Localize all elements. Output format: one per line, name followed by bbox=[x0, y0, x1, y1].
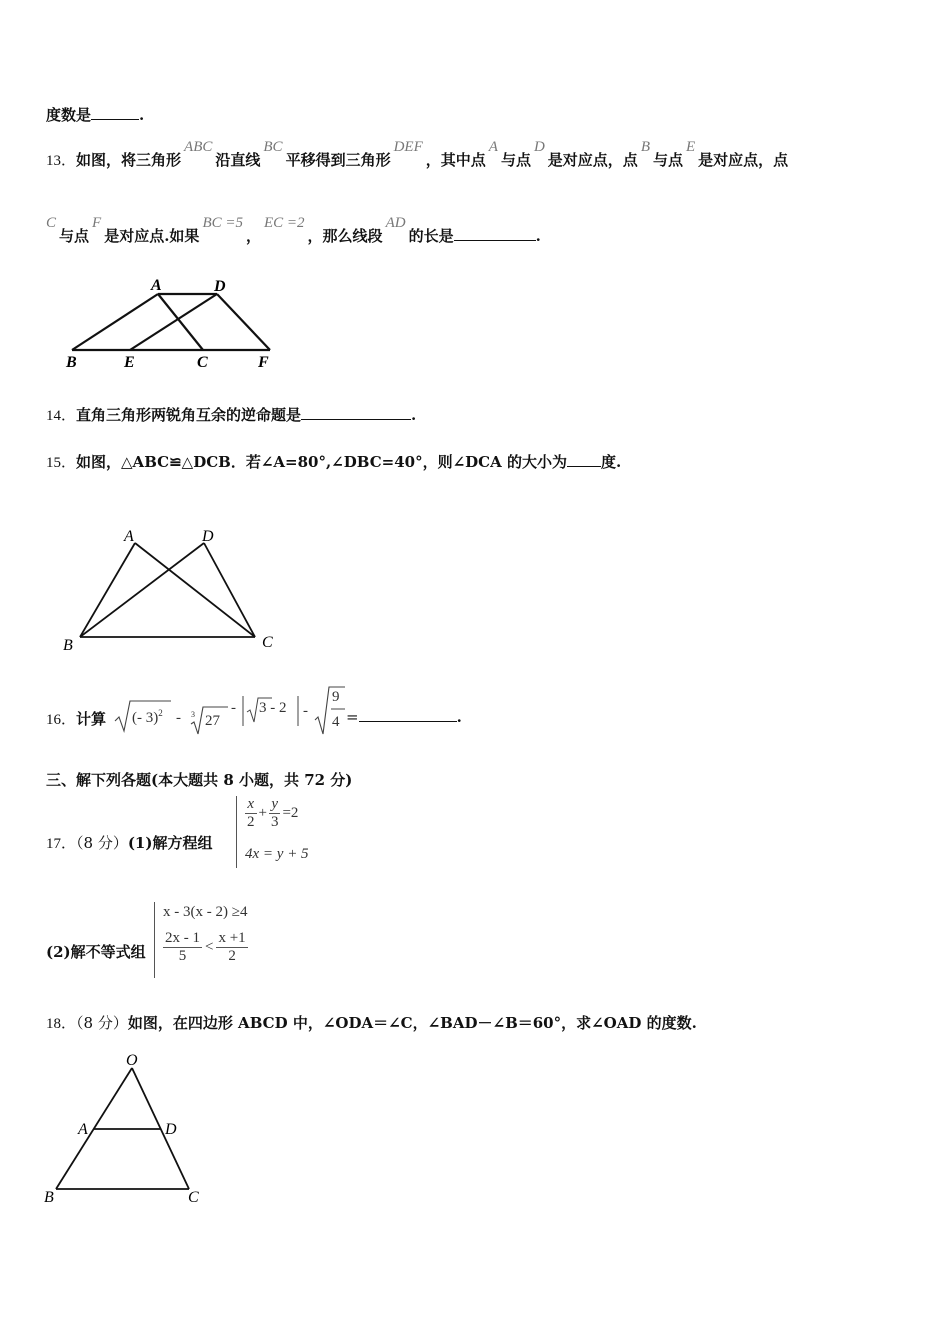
q13-text-12: 的长是 bbox=[408, 227, 454, 245]
q15-seg-db bbox=[80, 543, 204, 637]
q13-math-c: C bbox=[46, 215, 57, 231]
q14-text: 直角三角形两锐角互余的逆命题是 bbox=[76, 406, 302, 424]
q13-seg-df bbox=[217, 294, 270, 350]
q18-label-a: A bbox=[78, 1121, 88, 1138]
q13-math-ec-eq: EC =2 bbox=[264, 215, 305, 231]
q15-tail: 度. bbox=[600, 453, 622, 471]
q13-math-a: A bbox=[488, 139, 498, 155]
q17-eq1-plus: + bbox=[258, 805, 267, 821]
q13-line-1 bbox=[46, 139, 789, 170]
q14-end: . bbox=[411, 406, 417, 424]
q13-text-9: 与点 bbox=[59, 227, 90, 245]
q14 bbox=[46, 404, 416, 425]
q18-label-o: O bbox=[126, 1052, 138, 1069]
q13-math-def: DEF bbox=[393, 139, 423, 155]
q13-text-5: 与点 bbox=[500, 151, 531, 169]
q16-eq: = bbox=[346, 708, 359, 726]
q14-number: 14． bbox=[46, 408, 77, 424]
q17-number: 17． bbox=[46, 836, 77, 852]
q13-math-abc: ABC bbox=[184, 139, 213, 155]
q18-text: 如图，在四边形 ABCD 中，∠ODA＝∠C，∠BAD－∠B＝60°，求∠OAD 的度数. bbox=[127, 1014, 697, 1032]
q18-score: （8 分） bbox=[76, 1014, 128, 1032]
q16-cube-index: 3 bbox=[191, 710, 195, 719]
q13-number: 13． bbox=[46, 153, 77, 169]
q16-minus-1: - bbox=[176, 710, 181, 726]
q18 bbox=[46, 1012, 697, 1033]
q16-sqrt1-inner bbox=[132, 708, 163, 727]
q16-frac-n: 9 bbox=[332, 689, 340, 705]
q16-rad2: 27 bbox=[205, 713, 220, 729]
q13-label-c: C bbox=[197, 354, 208, 371]
q18-figure bbox=[40, 1050, 210, 1208]
q16-end: . bbox=[456, 708, 462, 726]
q13-label-a: A bbox=[151, 277, 162, 294]
q13-label-f: F bbox=[258, 354, 269, 371]
q17-eq1-a-den: 2 bbox=[247, 814, 255, 830]
q15-figure bbox=[58, 522, 288, 658]
q13-text-3: 平移得到三角形 bbox=[285, 151, 391, 169]
q17-ineq2-b-den: 2 bbox=[228, 948, 236, 964]
q16 bbox=[46, 708, 106, 729]
q15-answer-blank[interactable] bbox=[567, 466, 601, 467]
q13-math-e: E bbox=[686, 139, 696, 155]
q17-eq1-b-num: y bbox=[269, 796, 281, 814]
q15-seg-ab bbox=[80, 543, 135, 637]
q13-text-2: 沿直线 bbox=[215, 151, 261, 169]
q13-math-bc-eq: BC =5 bbox=[202, 215, 243, 231]
q17-eq1-a-num: x bbox=[245, 796, 257, 814]
q12-tail-end: . bbox=[139, 106, 145, 124]
q13-text-10: 是对应点.如果 bbox=[104, 227, 200, 245]
q16-frac-d: 4 bbox=[332, 714, 340, 730]
q15 bbox=[46, 451, 621, 472]
q17-ineq2-a-num: 2x - 1 bbox=[165, 930, 200, 946]
q16-abs-inner: 3 - 2 bbox=[259, 700, 287, 716]
q13-math-d: D bbox=[533, 139, 545, 155]
q17-part1: (1)解方程组 bbox=[127, 834, 213, 852]
q17-eq2: 4x = y + 5 bbox=[245, 846, 309, 862]
section-3-title: 三、解下列各题(本大题共 8 小题，共 72 分) bbox=[46, 771, 353, 789]
q13-math-bc: BC bbox=[263, 139, 283, 155]
q13-answer-blank[interactable] bbox=[454, 240, 536, 241]
q17-eq1-frac-a bbox=[245, 796, 257, 831]
q16-rad1: (- 3) bbox=[132, 710, 159, 726]
q13-seg-de bbox=[130, 294, 217, 350]
q17-ineq1: x - 3(x - 2) ≥4 bbox=[163, 904, 248, 920]
q12-tail bbox=[46, 104, 144, 125]
q15-label-a: A bbox=[124, 528, 134, 545]
q18-number: 18． bbox=[46, 1016, 77, 1032]
q13-figure bbox=[60, 272, 290, 372]
q13-line-2 bbox=[46, 215, 541, 246]
q17-eq1 bbox=[245, 796, 298, 831]
q13-text-11: ，那么线段 bbox=[307, 227, 383, 245]
q13-math-f: F bbox=[92, 215, 102, 231]
q16-sqrt2-sign bbox=[313, 684, 347, 736]
q13-label-d: D bbox=[214, 278, 226, 295]
q17-eq1-rhs: =2 bbox=[282, 805, 299, 821]
q13-label-e: E bbox=[124, 354, 135, 371]
q18-label-b: B bbox=[44, 1189, 54, 1206]
q13-seg-ab bbox=[72, 294, 158, 350]
q14-answer-blank[interactable] bbox=[301, 419, 411, 420]
q12-answer-blank[interactable] bbox=[91, 119, 139, 120]
q13-text-6: 是对应点，点 bbox=[547, 151, 638, 169]
q18-label-c: C bbox=[188, 1189, 199, 1206]
q13-seg-ac bbox=[158, 294, 203, 350]
q17-ineq2-b-num: x +1 bbox=[218, 930, 246, 946]
q16-minus-2: - bbox=[231, 700, 236, 716]
q17-system-2 bbox=[154, 902, 248, 978]
q15-label-d: D bbox=[202, 528, 214, 545]
q15-label-b: B bbox=[63, 637, 73, 654]
q15-number: 15． bbox=[46, 455, 77, 471]
q15-seg-ac bbox=[135, 543, 255, 637]
q16-number: 16． bbox=[46, 712, 77, 728]
q13-text-4: ，其中点 bbox=[425, 151, 486, 169]
q17-line bbox=[46, 832, 212, 853]
q15-seg-dc bbox=[204, 543, 255, 637]
q15-text: 如图，△ABC≌△DCB．若∠A=80°,∠DBC=40°，则∠DCA 的大小为 bbox=[76, 453, 567, 471]
q13-comma: ， bbox=[245, 227, 261, 245]
q16-sup: 2 bbox=[158, 708, 163, 718]
q17-eq1-frac-b bbox=[269, 796, 281, 831]
q17-ineq2-lt: < bbox=[205, 939, 214, 955]
q13-end: . bbox=[535, 227, 541, 245]
q17-part2: (2)解不等式组 bbox=[46, 943, 146, 961]
q17-system-1 bbox=[236, 796, 309, 868]
q16-label: 计算 bbox=[76, 710, 107, 728]
q13-math-ad: AD bbox=[385, 215, 406, 231]
q16-minus-3: - bbox=[303, 703, 308, 719]
q12-tail-text: 度数是 bbox=[46, 106, 92, 124]
q17-ineq2-frac-b bbox=[216, 930, 247, 965]
q17-eq1-b-den: 3 bbox=[270, 814, 279, 830]
q16-answer-blank[interactable] bbox=[359, 721, 457, 722]
q17-ineq2 bbox=[163, 930, 248, 965]
q18-label-d: D bbox=[165, 1121, 177, 1138]
q13-text-8: 是对应点，点 bbox=[698, 151, 789, 169]
q17-ineq2-a-den: 5 bbox=[178, 948, 187, 964]
q15-label-c: C bbox=[262, 634, 273, 651]
q17-ineq2-frac-a bbox=[163, 930, 202, 965]
q13-text-7: 与点 bbox=[652, 151, 683, 169]
q16-answer bbox=[346, 708, 462, 726]
q13-label-b: B bbox=[66, 354, 77, 371]
q17-score: （8 分） bbox=[76, 834, 128, 852]
q13-text-1: 如图，将三角形 bbox=[76, 151, 182, 169]
q13-math-b: B bbox=[640, 139, 650, 155]
q17-part2-line bbox=[46, 941, 146, 962]
